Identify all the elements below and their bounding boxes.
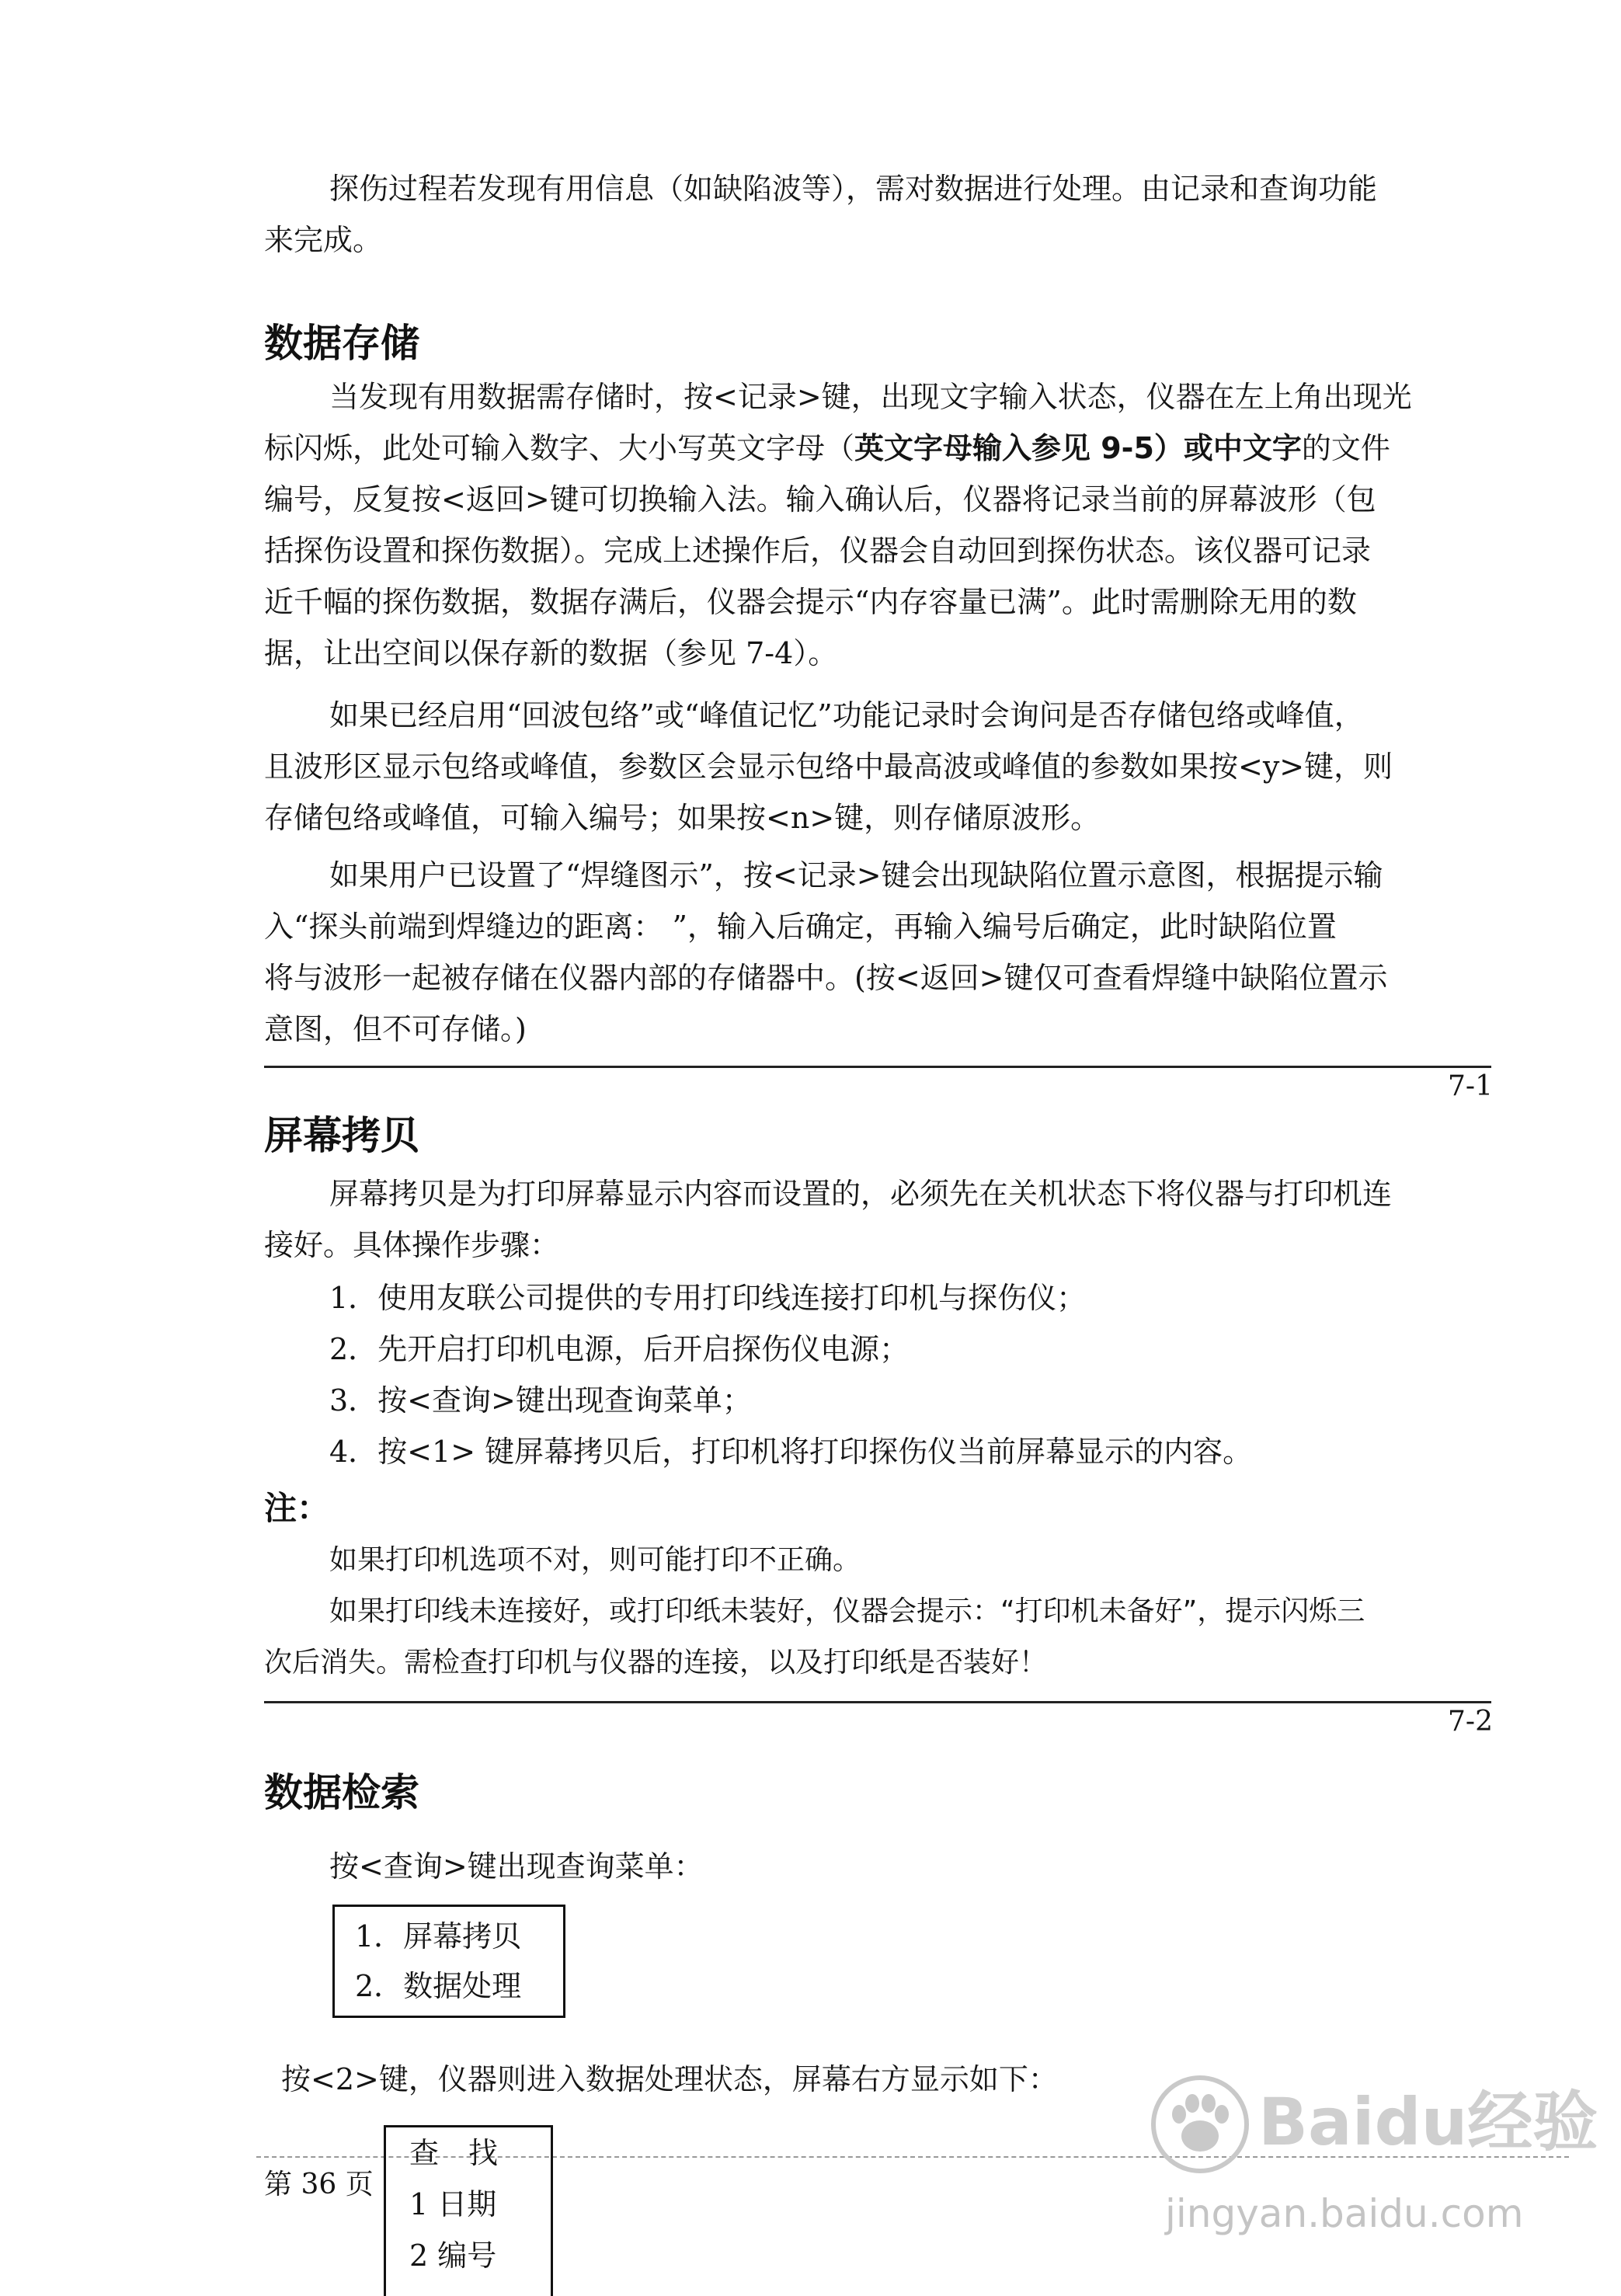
intro-paragraph: [264, 163, 1557, 266]
search-menu-item-number: 2 编号: [409, 2239, 497, 2273]
intro-line-2: 来完成。: [264, 223, 383, 257]
query-menu-item-screen-copy: 1．屏幕拷贝: [355, 1919, 522, 1953]
step-3: 3．按<查询>键出现查询菜单；: [329, 1383, 752, 1418]
notes-block: [264, 1535, 1491, 1689]
note-line-2: 如果打印线未连接好，或打印纸未装好，仪器会提示：“打印机未备好”，提示闪烁三: [329, 1595, 1365, 1627]
watermark-url: jingyan.baidu.com: [1165, 2191, 1524, 2236]
section-title-data-storage: 数据存储: [264, 321, 419, 366]
query-menu-box: [332, 1905, 565, 2018]
storage-paragraph-3: [264, 850, 1491, 1055]
storage-p1-line-2: 标闪烁，此处可输入数字、大小写英文字母（英文字母输入参见 9-5）或中文字的文件: [264, 431, 1390, 465]
baidu-jingyan-logo: [1150, 2066, 1598, 2183]
screencopy-paragraph: [264, 1168, 1491, 1271]
retrieval-line-2: 按<2>键，仪器则进入数据处理状态，屏幕右方显示如下：: [281, 2062, 1058, 2096]
storage-p3-line-3: 将与波形一起被存储在仪器内部的存储器中。(按<返回>键仅可查看焊缝中缺陷位置示: [264, 961, 1388, 995]
storage-p1-line-3: 编号，反复按<返回>键可切换输入法。输入确认后，仪器将记录当前的屏幕波形（包: [264, 482, 1376, 517]
storage-p1-line-6: 据，让出空间以保存新的数据（参见 7-4）。: [264, 636, 838, 670]
storage-p3-line-4: 意图，但不可存储。): [264, 1012, 527, 1046]
intro-line-1: 探伤过程若发现有用信息（如缺陷波等），需对数据进行处理。由记录和查询功能: [329, 172, 1378, 206]
screencopy-steps: [264, 1272, 1491, 1477]
screencopy-line-1: 屏幕拷贝是为打印屏幕显示内容而设置的，必须先在关机状态下将仪器与打印机连: [329, 1177, 1393, 1211]
storage-paragraph-1: [264, 371, 1491, 679]
section-title-data-retrieval: 数据检索: [264, 1770, 419, 1815]
step-4: 4．按<1> 键屏幕拷贝后，打印机将打印探伤仪当前屏幕显示的内容。: [329, 1435, 1253, 1469]
search-menu-title: 查 找: [409, 2136, 499, 2170]
screencopy-line-2: 接好。具体操作步骤：: [264, 1228, 560, 1262]
storage-paragraph-2: [264, 690, 1491, 844]
query-menu-item-data-processing: 2．数据处理: [355, 1969, 522, 2003]
page-ref-7-1: 7-1: [1448, 1070, 1493, 1102]
storage-p2-line-1: 如果已经启用“回波包络”或“峰值记忆”功能记录时会询问是否存储包络或峰值，: [329, 698, 1364, 732]
paw-icon: [1150, 2074, 1251, 2175]
storage-p1-line-1: 当发现有用数据需存储时，按<记录>键，出现文字输入状态，仪器在左上角出现光: [329, 380, 1412, 414]
retrieval-line-1: 按<查询>键出现查询菜单：: [329, 1849, 704, 1884]
note-line-1: 如果打印机选项不对，则可能打印不正确。: [329, 1544, 861, 1576]
footer-page-label: 第 36 页: [264, 2169, 374, 2200]
storage-p3-line-2: 入“探头前端到焊缝边的距离： ”，输入后确定，再输入编号后确定，此时缺陷位置: [264, 910, 1337, 944]
section-divider-1: [264, 1066, 1491, 1068]
page-ref-7-2: 7-2: [1448, 1706, 1493, 1738]
baidu-logo-text: Baidu经验: [1258, 2084, 1598, 2160]
storage-p2-line-3: 存储包络或峰值，可输入编号；如果按<n>键，则存储原波形。: [264, 801, 1101, 835]
step-1: 1．使用友联公司提供的专用打印线连接打印机与探伤仪；: [329, 1281, 1087, 1315]
section-title-screen-copy: 屏幕拷贝: [264, 1113, 419, 1158]
storage-p2-line-2: 且波形区显示包络或峰值，参数区会显示包络中最高波或峰值的参数如果按<y>键，则: [264, 750, 1393, 784]
storage-p1-line-4: 括探伤设置和探伤数据）。完成上述操作后，仪器会自动回到探伤状态。该仪器可记录: [264, 534, 1372, 568]
search-menu-item-date: 1 日期: [409, 2187, 497, 2221]
retrieval-paragraph-1: [264, 1841, 1491, 1892]
search-menu-box: [384, 2125, 553, 2296]
storage-p1-line-5: 近千幅的探伤数据，数据存满后，仪器会提示“内存容量已满”。此时需删除无用的数: [264, 585, 1357, 619]
note-line-3: 次后消失。需检查打印机与仪器的连接，以及打印纸是否装好！: [264, 1647, 1048, 1679]
section-divider-2: [264, 1701, 1491, 1703]
note-label: 注：: [264, 1489, 330, 1527]
storage-p3-line-1: 如果用户已设置了“焊缝图示”，按<记录>键会出现缺陷位置示意图，根据提示输: [329, 858, 1383, 892]
step-2: 2．先开启打印机电源，后开启探伤仪电源；: [329, 1332, 910, 1366]
